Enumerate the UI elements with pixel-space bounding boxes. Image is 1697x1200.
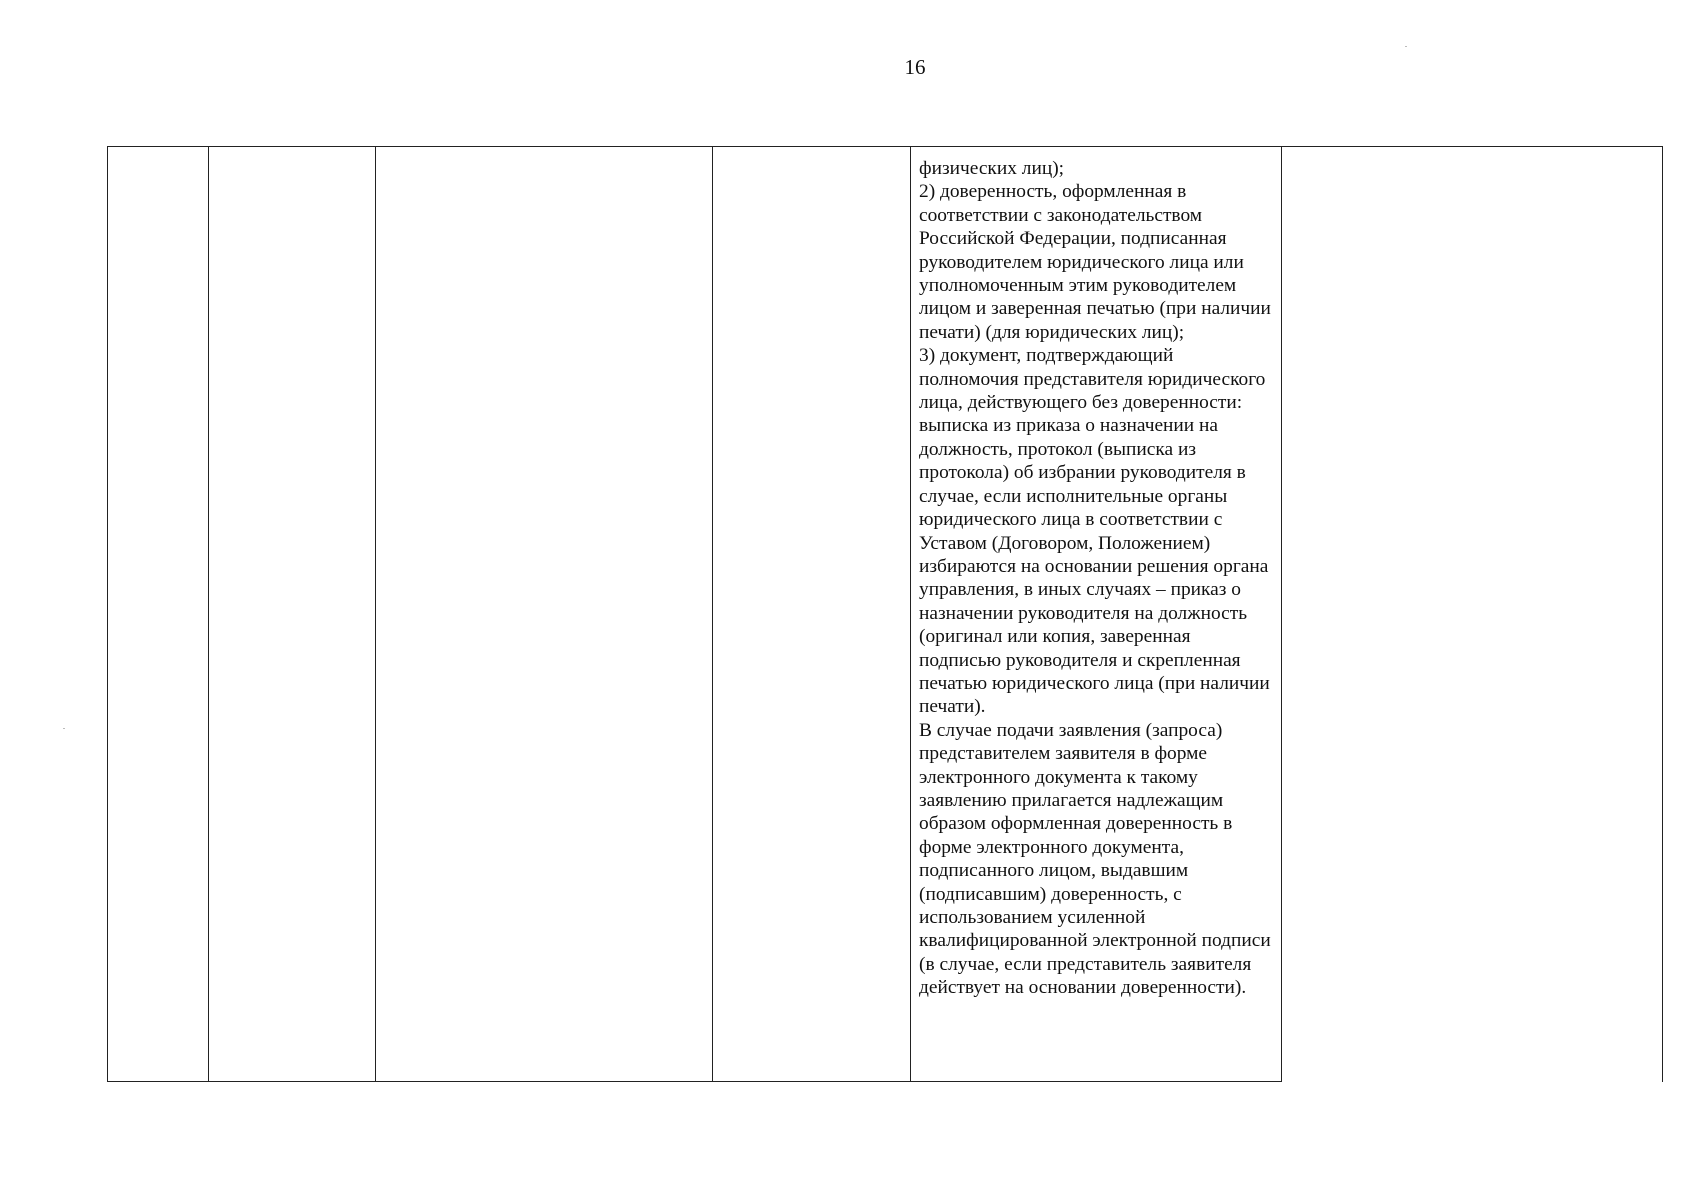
table-cell-4 [713, 147, 911, 1082]
paragraph: физических лиц); [919, 158, 1065, 179]
paragraph: 3) документ, подтверждающий полномочия представителя юридического лица, действующего без доверенности: выписка из приказа о назначении на должность, протокол (выписка из протокола) об избрании руководителя в случае, если исполнительные органы юридического лица в соответствии с Уставом (Договором, Положением) избираются на основании решения органа управления, в иных случаях – приказ о назначении руководителя на должность (оригинал или копия, заверенная подписью руководителя и скрепленная печатью юридического лица (при наличии печати). [919, 345, 1270, 718]
table-cell-5 [911, 147, 1282, 1082]
table-cell-3 [376, 147, 713, 1082]
cell-text [911, 147, 1281, 1000]
table-cell-2 [209, 147, 376, 1082]
table-row [108, 147, 1663, 1082]
scan-speck [63, 728, 65, 729]
table-cell-1 [108, 147, 209, 1082]
document-table [107, 146, 1663, 1082]
paragraph: 2) доверенность, оформленная в соответствии с законодательством Российской Федерации, подписанная руководителем юридического лица или уполномоченным этим руководителем лицом и заверенная печатью (при наличии печати) (для юридических лиц); [919, 181, 1271, 343]
page-number: 16 [904, 55, 926, 79]
scan-speck [1405, 46, 1407, 47]
table-cell-6 [1282, 147, 1663, 1082]
paragraph: В случае подачи заявления (запроса) представителем заявителя в форме электронного документа к такому заявлению прилагается надлежащим образом оформленная доверенность в форме электронного документа, подписанного лицом, выдавшим (подписавшим) доверенность, с использованием усиленной квалифицированной электронной подписи (в случае, если представитель заявителя действует на основании доверенности). [919, 719, 1271, 999]
